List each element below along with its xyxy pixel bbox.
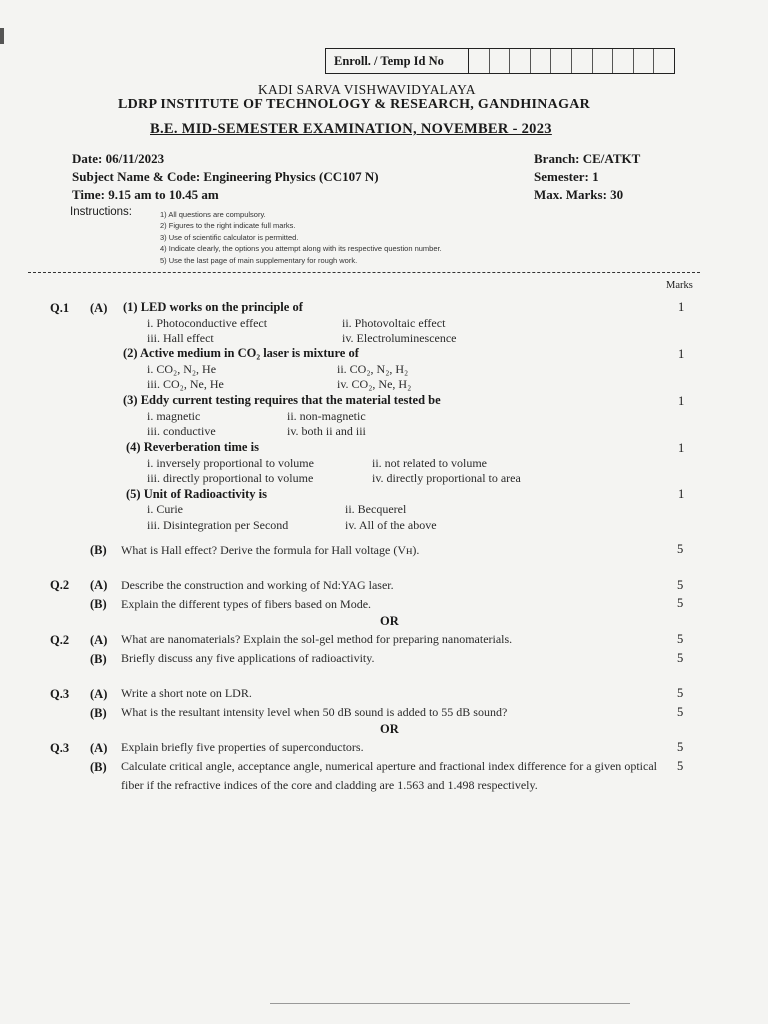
enrollment-cell [510, 49, 531, 73]
question-number: Q.2 [50, 578, 70, 592]
question-text: What is Hall effect? Derive the formula for Hall voltage (Vʜ). [121, 543, 420, 557]
marks-value: 1 [678, 300, 685, 314]
instruction-item: 2) Figures to the right indicate full marks. [160, 221, 296, 230]
marks-value: 5 [677, 578, 684, 592]
part-label: (B) [90, 543, 107, 557]
part-label: (B) [90, 597, 107, 611]
question-text: What is the resultant intensity level when 50 dB sound is added to 55 dB sound? [121, 705, 508, 719]
enrollment-box [325, 48, 675, 74]
mcq-option: ii. Photovoltaic effect [342, 316, 446, 330]
marks-value: 1 [678, 347, 685, 361]
or-separator: OR [380, 614, 399, 628]
question-text: Briefly discuss any five applications of radioactivity. [121, 651, 375, 665]
mcq-question: (4) Reverberation time is [126, 440, 259, 454]
part-label: (A) [90, 578, 108, 592]
mcq-option: i. Photoconductive effect [147, 316, 268, 330]
mcq-question: (3) Eddy current testing requires that the material tested be [123, 393, 441, 407]
mcq-option: ii. non-magnetic [287, 409, 366, 423]
question-number: Q.2 [50, 633, 70, 647]
scan-mark [0, 28, 4, 44]
mcq-option: iii. Disintegration per Second [147, 518, 289, 532]
mcq-option: i. inversely proportional to volume [147, 456, 314, 470]
enrollment-cell [613, 49, 634, 73]
marks-value: 5 [677, 705, 684, 719]
question-text: Describe the construction and working of Nd:YAG laser. [121, 578, 394, 592]
mcq-option: ii. not related to volume [372, 456, 487, 470]
enrollment-label: Enroll. / Temp Id No [326, 49, 469, 73]
subject-name: Subject Name & Code: Engineering Physics (CC107 N) [72, 169, 379, 184]
marks-value: 5 [677, 632, 684, 646]
marks-value: 1 [678, 441, 685, 455]
scan-line [270, 1003, 630, 1004]
mcq-option: i. CO₂, N₂, He [147, 362, 217, 376]
question-text: Calculate critical angle, acceptance angle, numerical aperture and fractional index difference for a given optical fiber if the refractive indices of the core and cladding are 1.563 and 1.498 respectively. [121, 759, 657, 792]
marks-value: 5 [677, 686, 684, 700]
part-label: (A) [90, 687, 108, 701]
part-label: (A) [90, 301, 108, 315]
mcq-option: iii. Hall effect [147, 331, 214, 345]
exam-date: Date: 06/11/2023 [72, 151, 165, 166]
mcq-option: iii. CO₂, Ne, He [147, 377, 224, 391]
enrollment-cell [551, 49, 572, 73]
marks-value: 5 [677, 759, 684, 773]
enrollment-cell [654, 49, 674, 73]
university-name: KADI SARVA VISHWAVIDYALAYA [258, 82, 476, 97]
marks-value: 5 [677, 542, 684, 556]
question-number: Q.1 [50, 301, 70, 315]
mcq-option: ii. Becquerel [345, 502, 407, 516]
institute-name: LDRP INSTITUTE OF TECHNOLOGY & RESEARCH, GANDHINAGAR [118, 97, 591, 112]
question-number: Q.3 [50, 687, 70, 701]
or-separator: OR [380, 722, 399, 736]
part-label: (B) [90, 652, 107, 666]
mcq-option: i. magnetic [147, 409, 201, 423]
mcq-option: iv. both ii and iii [287, 424, 366, 438]
question-number: Q.3 [50, 741, 70, 755]
part-label: (A) [90, 633, 108, 647]
marks-value: 5 [677, 651, 684, 665]
enrollment-cell [572, 49, 593, 73]
enrollment-cell [531, 49, 552, 73]
question-text: What are nanomaterials? Explain the sol-gel method for preparing nanomaterials. [121, 632, 513, 646]
mcq-option: iv. CO₂, Ne, H₂ [337, 377, 412, 391]
exam-time: Time: 9.15 am to 10.45 am [72, 187, 219, 202]
part-label: (B) [90, 760, 107, 774]
marks-value: 1 [678, 487, 685, 501]
exam-title: B.E. MID-SEMESTER EXAMINATION, NOVEMBER - 2023 [150, 121, 552, 137]
question-text: Explain briefly five properties of superconductors. [121, 740, 364, 754]
instruction-item: 1) All questions are compulsory. [160, 210, 266, 219]
instruction-item: 4) Indicate clearly, the options you attempt along with its respective question number. [160, 244, 442, 253]
instructions-title: Instructions: [70, 206, 132, 218]
instruction-item: 3) Use of scientific calculator is permitted. [160, 233, 299, 242]
enrollment-cell [469, 49, 490, 73]
part-label: (A) [90, 741, 108, 755]
mcq-option: iii. directly proportional to volume [147, 471, 314, 485]
mcq-option: ii. CO₂, N₂, H₂ [337, 362, 409, 376]
marks-value: 1 [678, 394, 685, 408]
mcq-option: iv. directly proportional to area [372, 471, 521, 485]
mcq-option: iv. All of the above [345, 518, 437, 532]
mcq-question: (1) LED works on the principle of [123, 300, 303, 314]
semester: Semester: 1 [534, 169, 599, 184]
mcq-option: i. Curie [147, 502, 183, 516]
mcq-option: iv. Electroluminescence [342, 331, 457, 345]
question-text: Write a short note on LDR. [121, 686, 252, 700]
mcq-question: (5) Unit of Radioactivity is [126, 487, 267, 501]
branch: Branch: CE/ATKT [534, 151, 641, 166]
mcq-option: iii. conductive [147, 424, 216, 438]
marks-value: 5 [677, 740, 684, 754]
marks-heading: Marks [666, 280, 693, 291]
part-label: (B) [90, 706, 107, 720]
enrollment-cell [593, 49, 614, 73]
question-text: Explain the different types of fibers based on Mode. [121, 597, 372, 611]
dashed-divider [28, 272, 700, 273]
max-marks: Max. Marks: 30 [534, 187, 624, 202]
enrollment-cell [490, 49, 511, 73]
instruction-item: 5) Use the last page of main supplementary for rough work. [160, 256, 358, 265]
mcq-question: (2) Active medium in CO₂ laser is mixture of [123, 346, 359, 360]
marks-value: 5 [677, 596, 684, 610]
enrollment-cell [634, 49, 655, 73]
